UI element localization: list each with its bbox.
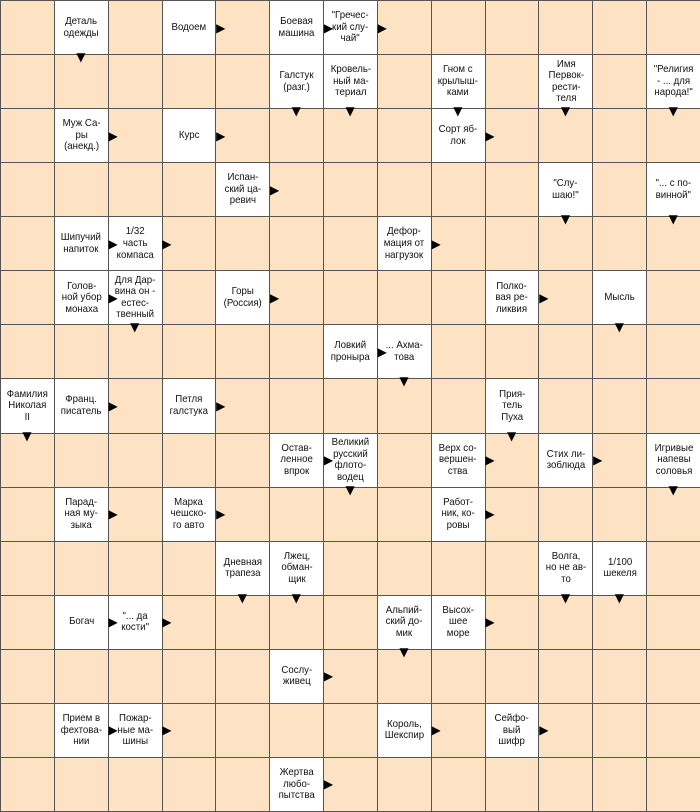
answer-cell[interactable] xyxy=(646,649,700,704)
answer-cell[interactable] xyxy=(592,216,647,271)
answer-cell[interactable] xyxy=(538,649,593,704)
arrow-down-icon: ▼ xyxy=(560,212,571,227)
answer-cell[interactable] xyxy=(54,433,109,488)
answer-cell[interactable] xyxy=(215,433,270,488)
answer-cell[interactable] xyxy=(269,595,324,650)
clue-cell xyxy=(108,270,163,335)
answer-cell[interactable] xyxy=(269,378,324,433)
clue-cell xyxy=(162,0,226,55)
clue-text: Дефор- мация от нагрузок xyxy=(384,225,425,261)
clue-cell xyxy=(377,703,441,758)
arrow-down-icon: ▼ xyxy=(668,104,678,119)
arrow-right-icon: ▶ xyxy=(108,615,118,630)
answer-cell[interactable] xyxy=(377,162,432,217)
arrow-right-icon: ▶ xyxy=(323,777,334,792)
clue-cell xyxy=(54,378,118,433)
answer-cell[interactable] xyxy=(108,541,163,596)
answer-cell[interactable] xyxy=(269,216,324,271)
answer-cell[interactable] xyxy=(269,108,324,163)
arrow-down-icon: ▼ xyxy=(22,428,32,443)
clue-cell xyxy=(54,703,118,758)
answer-cell[interactable] xyxy=(162,433,217,488)
answer-cell[interactable] xyxy=(431,649,486,704)
clue-text: Прия- тель Пуха xyxy=(498,387,526,423)
clue-cell xyxy=(54,108,118,163)
clue-text: "Гречес- кий слу- чай" xyxy=(331,9,369,45)
arrow-right-icon: ▶ xyxy=(593,453,603,468)
answer-cell[interactable] xyxy=(485,433,540,488)
clue-cell xyxy=(377,595,432,659)
arrow-down-icon: ▼ xyxy=(614,320,624,335)
clue-text: Голов- ной убор монаха xyxy=(61,279,102,315)
answer-cell[interactable] xyxy=(0,162,55,217)
clue-cell xyxy=(592,541,647,605)
answer-cell[interactable] xyxy=(215,216,270,271)
answer-cell[interactable] xyxy=(215,649,270,704)
clue-text: 1/100 шекеля xyxy=(603,555,637,580)
clue-cell xyxy=(646,162,700,227)
answer-cell[interactable] xyxy=(431,270,486,325)
answer-cell[interactable] xyxy=(54,649,109,704)
arrow-right-icon: ▶ xyxy=(485,615,495,630)
answer-cell[interactable] xyxy=(108,54,163,109)
answer-cell[interactable] xyxy=(431,324,486,379)
answer-cell[interactable] xyxy=(485,0,540,55)
arrow-right-icon: ▶ xyxy=(323,669,334,684)
answer-cell[interactable] xyxy=(431,757,486,812)
answer-cell[interactable] xyxy=(646,270,700,325)
clue-text: Игривые напевы соловья xyxy=(654,441,693,477)
answer-cell[interactable] xyxy=(323,108,378,163)
clue-cell xyxy=(646,54,700,119)
answer-cell[interactable] xyxy=(269,324,324,379)
answer-cell[interactable] xyxy=(538,0,593,55)
answer-cell[interactable] xyxy=(215,108,270,163)
clue-text: Испан- ский ца- ревич xyxy=(224,171,262,207)
answer-cell[interactable] xyxy=(108,108,163,163)
clue-cell xyxy=(269,433,334,488)
clue-text: Франц. писатель xyxy=(60,393,102,417)
arrow-right-icon: ▶ xyxy=(269,290,280,305)
clue-text: Верх со- вершен- ства xyxy=(439,441,478,477)
answer-cell[interactable] xyxy=(54,162,109,217)
answer-cell[interactable] xyxy=(0,433,55,488)
answer-cell[interactable] xyxy=(538,595,593,650)
clue-text: Работ- ник, ко- ровы xyxy=(441,495,475,531)
arrow-right-icon: ▶ xyxy=(108,128,118,143)
clue-text: Водоем xyxy=(171,20,207,33)
answer-cell[interactable] xyxy=(108,0,163,55)
answer-cell[interactable] xyxy=(538,487,593,542)
answer-cell[interactable] xyxy=(0,541,55,596)
clue-cell xyxy=(269,757,334,812)
answer-cell[interactable] xyxy=(431,541,486,596)
arrow-down-icon: ▼ xyxy=(237,590,248,605)
arrow-right-icon: ▶ xyxy=(377,344,387,359)
clue-text: Муж Са- ры (анекд.) xyxy=(62,117,101,153)
clue-cell xyxy=(215,162,280,217)
answer-cell[interactable] xyxy=(0,54,55,109)
answer-cell[interactable] xyxy=(0,270,55,325)
answer-cell[interactable] xyxy=(162,541,217,596)
arrow-right-icon: ▶ xyxy=(431,723,441,738)
clue-text: Остав- ленное впрок xyxy=(280,441,313,477)
clue-text: "... да кости" xyxy=(121,609,149,634)
answer-cell[interactable] xyxy=(323,703,378,758)
answer-cell[interactable] xyxy=(592,108,647,163)
answer-cell[interactable] xyxy=(54,757,109,812)
answer-cell[interactable] xyxy=(0,108,55,163)
clue-cell xyxy=(269,541,324,605)
answer-cell[interactable] xyxy=(377,541,432,596)
arrow-right-icon: ▶ xyxy=(108,723,118,738)
arrow-right-icon: ▶ xyxy=(269,182,280,197)
clue-cell xyxy=(215,270,280,325)
answer-cell[interactable] xyxy=(431,216,486,271)
arrow-right-icon: ▶ xyxy=(108,290,118,305)
answer-cell[interactable] xyxy=(323,378,378,433)
clue-cell xyxy=(431,54,486,119)
clue-cell xyxy=(431,433,495,488)
answer-cell[interactable] xyxy=(0,703,55,758)
clue-cell xyxy=(54,595,118,650)
clue-cell xyxy=(162,487,226,542)
answer-cell[interactable] xyxy=(592,757,647,812)
answer-cell[interactable] xyxy=(269,703,324,758)
answer-cell[interactable] xyxy=(108,757,163,812)
answer-cell[interactable] xyxy=(646,378,700,433)
clue-cell xyxy=(269,54,324,119)
arrow-right-icon: ▶ xyxy=(108,236,118,251)
arrow-right-icon: ▶ xyxy=(216,20,226,35)
answer-cell[interactable] xyxy=(215,378,270,433)
answer-cell[interactable] xyxy=(108,487,163,542)
answer-cell[interactable] xyxy=(377,378,432,433)
clue-cell xyxy=(538,162,593,227)
arrow-down-icon: ▼ xyxy=(291,104,301,119)
clue-text: "Слу- шаю!" xyxy=(552,177,580,201)
arrow-down-icon: ▼ xyxy=(76,50,86,65)
answer-cell[interactable] xyxy=(0,216,55,271)
answer-cell[interactable] xyxy=(646,216,700,271)
clue-text: Боевая машина xyxy=(278,14,315,39)
answer-cell[interactable] xyxy=(646,108,700,163)
clue-cell xyxy=(431,108,495,163)
answer-cell[interactable] xyxy=(592,595,647,650)
clue-cell xyxy=(323,433,378,497)
answer-cell[interactable] xyxy=(646,487,700,542)
answer-cell[interactable] xyxy=(323,595,378,650)
clue-text: Альпий- ский до- мик xyxy=(385,603,423,640)
arrow-down-icon: ▼ xyxy=(668,482,678,497)
answer-cell[interactable] xyxy=(431,162,486,217)
answer-cell[interactable] xyxy=(592,433,647,488)
answer-cell[interactable] xyxy=(646,324,700,379)
arrow-right-icon: ▶ xyxy=(485,128,495,143)
answer-cell[interactable] xyxy=(162,54,217,109)
answer-cell[interactable] xyxy=(215,324,270,379)
answer-cell[interactable] xyxy=(377,649,432,704)
clue-text: Галстук (разг.) xyxy=(279,69,314,93)
answer-cell[interactable] xyxy=(377,0,432,55)
clue-cell xyxy=(377,216,441,271)
clue-text: Великий русский флото- водец xyxy=(331,435,370,483)
answer-cell[interactable] xyxy=(538,378,593,433)
arrow-down-icon: ▼ xyxy=(399,644,409,659)
arrow-down-icon: ▼ xyxy=(668,212,678,227)
clue-text: Шипучий напиток xyxy=(61,231,102,255)
arrow-right-icon: ▶ xyxy=(323,453,334,468)
arrow-down-icon: ▼ xyxy=(560,104,571,119)
clue-text: Богач xyxy=(68,615,94,628)
arrow-right-icon: ▶ xyxy=(162,615,172,630)
arrow-right-icon: ▶ xyxy=(539,723,549,738)
clue-cell xyxy=(485,270,549,325)
clue-cell xyxy=(54,487,118,542)
clue-cell xyxy=(0,378,55,443)
answer-cell[interactable] xyxy=(215,0,270,55)
arrow-down-icon: ▼ xyxy=(614,590,624,605)
answer-cell[interactable] xyxy=(0,595,55,650)
clue-text: Имя Первок- рести- теля xyxy=(548,57,584,105)
arrow-right-icon: ▶ xyxy=(108,507,118,522)
clue-cell xyxy=(162,378,226,433)
answer-cell[interactable] xyxy=(162,703,217,758)
clue-text: Сорт яб- лок xyxy=(438,123,478,147)
clue-text: Стих ли- зоблюда xyxy=(546,447,586,472)
answer-cell[interactable] xyxy=(538,757,593,812)
answer-cell[interactable] xyxy=(323,649,378,704)
answer-cell[interactable] xyxy=(485,595,540,650)
answer-cell[interactable] xyxy=(215,487,270,542)
answer-cell[interactable] xyxy=(646,595,700,650)
clue-cell xyxy=(108,703,172,758)
answer-cell[interactable] xyxy=(162,649,217,704)
clue-cell xyxy=(538,541,593,605)
answer-cell[interactable] xyxy=(646,0,700,55)
arrow-down-icon: ▼ xyxy=(345,482,355,497)
clue-text: Король, Шекспир xyxy=(384,717,425,742)
answer-cell[interactable] xyxy=(592,378,647,433)
arrow-down-icon: ▼ xyxy=(291,590,301,605)
arrow-right-icon: ▶ xyxy=(216,507,226,522)
clue-text: Марка чешско- го авто xyxy=(170,495,207,531)
answer-cell[interactable] xyxy=(485,162,540,217)
answer-cell[interactable] xyxy=(538,216,593,271)
answer-cell[interactable] xyxy=(592,324,647,379)
answer-cell[interactable] xyxy=(162,324,217,379)
clue-text: Деталь одежды xyxy=(63,14,99,39)
answer-cell[interactable] xyxy=(162,216,217,271)
clue-cell xyxy=(54,0,109,65)
arrow-right-icon: ▶ xyxy=(323,20,334,35)
answer-cell[interactable] xyxy=(377,487,432,542)
arrow-right-icon: ▶ xyxy=(162,723,172,738)
answer-cell[interactable] xyxy=(592,649,647,704)
answer-cell[interactable] xyxy=(108,649,163,704)
clue-text: Петля галстука xyxy=(169,393,209,417)
answer-cell[interactable] xyxy=(323,162,378,217)
answer-cell[interactable] xyxy=(108,433,163,488)
arrow-right-icon: ▶ xyxy=(216,128,226,143)
clue-cell xyxy=(485,378,540,443)
answer-cell[interactable] xyxy=(215,54,270,109)
clue-text: Волга, но не ав- то xyxy=(545,549,587,585)
arrow-right-icon: ▶ xyxy=(485,507,495,522)
clue-text: Для Дар- вина он - естес- твенный xyxy=(114,273,156,321)
answer-cell[interactable] xyxy=(592,54,647,109)
answer-cell[interactable] xyxy=(54,324,109,379)
arrow-right-icon: ▶ xyxy=(485,453,495,468)
answer-cell[interactable] xyxy=(485,487,540,542)
arrow-down-icon: ▼ xyxy=(560,590,571,605)
answer-cell[interactable] xyxy=(323,216,378,271)
clue-cell xyxy=(54,270,118,325)
clue-cell xyxy=(323,0,387,55)
answer-cell[interactable] xyxy=(538,703,593,758)
answer-cell[interactable] xyxy=(592,487,647,542)
answer-cell[interactable] xyxy=(269,270,324,325)
answer-cell[interactable] xyxy=(377,108,432,163)
clue-text: Полко- вая ре- ликвия xyxy=(495,279,529,315)
clue-text: Сейфо- вый шифр xyxy=(494,712,530,748)
arrow-right-icon: ▶ xyxy=(431,236,441,251)
clue-text: Дневная трапеза xyxy=(223,555,262,580)
clue-cell xyxy=(108,595,172,650)
answer-cell[interactable] xyxy=(108,378,163,433)
answer-cell[interactable] xyxy=(215,595,270,650)
clue-cell xyxy=(538,433,603,488)
arrow-down-icon: ▼ xyxy=(507,428,517,443)
answer-cell[interactable] xyxy=(592,0,647,55)
clue-cell xyxy=(592,270,647,335)
clue-text: Парад- ная му- зыка xyxy=(64,495,98,531)
answer-cell[interactable] xyxy=(377,757,432,812)
arrow-right-icon: ▶ xyxy=(108,398,118,413)
answer-cell[interactable] xyxy=(323,757,378,812)
arrow-down-icon: ▼ xyxy=(453,104,463,119)
answer-cell[interactable] xyxy=(215,757,270,812)
answer-cell[interactable] xyxy=(0,757,55,812)
answer-cell[interactable] xyxy=(485,324,540,379)
arrow-right-icon: ▶ xyxy=(539,290,549,305)
clue-text: Гном с крылыш- ками xyxy=(438,63,479,99)
answer-cell[interactable] xyxy=(592,162,647,217)
arrow-down-icon: ▼ xyxy=(130,320,140,335)
answer-cell[interactable] xyxy=(269,487,324,542)
clue-text: Горы (Россия) xyxy=(223,285,262,309)
answer-cell[interactable] xyxy=(162,757,217,812)
answer-cell[interactable] xyxy=(485,757,540,812)
answer-cell[interactable] xyxy=(162,270,217,325)
clue-text: Пожар- ные ма- шины xyxy=(117,712,153,748)
answer-cell[interactable] xyxy=(0,0,55,55)
clue-cell xyxy=(646,433,700,497)
answer-cell[interactable] xyxy=(431,378,486,433)
answer-cell[interactable] xyxy=(646,703,700,758)
clue-text: Фамилия Николая II xyxy=(6,387,48,423)
clue-text: Курс xyxy=(178,128,200,141)
answer-cell[interactable] xyxy=(485,108,540,163)
answer-cell[interactable] xyxy=(592,703,647,758)
clue-text: "... с по- винной" xyxy=(655,177,692,201)
answer-cell[interactable] xyxy=(162,162,217,217)
answer-cell[interactable] xyxy=(485,54,540,109)
clue-cell xyxy=(269,0,334,55)
clue-text: "Религия - ... для народа!" xyxy=(653,63,694,99)
answer-cell[interactable] xyxy=(215,703,270,758)
answer-cell[interactable] xyxy=(538,108,593,163)
answer-cell[interactable] xyxy=(323,541,378,596)
clue-cell xyxy=(431,487,495,542)
answer-cell[interactable] xyxy=(269,162,324,217)
answer-cell[interactable] xyxy=(485,541,540,596)
arrow-right-icon: ▶ xyxy=(162,236,172,251)
answer-cell[interactable] xyxy=(54,541,109,596)
clue-cell xyxy=(269,649,334,704)
clue-text: Ловкий проныра xyxy=(330,339,370,363)
arrow-down-icon: ▼ xyxy=(345,104,355,119)
answer-cell[interactable] xyxy=(323,270,378,325)
answer-cell[interactable] xyxy=(323,487,378,542)
answer-cell[interactable] xyxy=(0,649,55,704)
clue-cell xyxy=(323,324,387,379)
clue-cell xyxy=(323,54,378,119)
clue-text: Лжец, обман- щик xyxy=(281,549,313,585)
answer-cell[interactable] xyxy=(108,162,163,217)
answer-cell[interactable] xyxy=(0,324,55,379)
clue-text: Кровель- ный ма- териал xyxy=(330,63,371,99)
clue-text: ... Ахма- това xyxy=(385,339,423,363)
clue-cell xyxy=(538,54,593,119)
answer-cell[interactable] xyxy=(646,541,700,596)
clue-text: Мысль xyxy=(604,291,635,304)
answer-cell[interactable] xyxy=(485,216,540,271)
answer-cell[interactable] xyxy=(0,487,55,542)
clue-text: Жертва любо- пытства xyxy=(278,766,315,802)
clue-text: Высох- шее море xyxy=(442,603,474,640)
answer-cell[interactable] xyxy=(431,703,486,758)
answer-cell[interactable] xyxy=(646,757,700,812)
answer-cell[interactable] xyxy=(108,324,163,379)
answer-cell[interactable] xyxy=(54,54,109,109)
answer-cell[interactable] xyxy=(538,324,593,379)
arrow-down-icon: ▼ xyxy=(399,374,409,389)
clue-text: Сослу- живец xyxy=(281,663,313,688)
clue-cell xyxy=(54,216,118,271)
clue-cell xyxy=(377,324,432,389)
answer-cell[interactable] xyxy=(485,649,540,704)
arrow-right-icon: ▶ xyxy=(377,20,387,35)
answer-cell[interactable] xyxy=(162,595,217,650)
answer-cell[interactable] xyxy=(377,270,432,325)
answer-cell[interactable] xyxy=(431,0,486,55)
clue-cell xyxy=(485,703,549,758)
clue-cell xyxy=(431,595,495,650)
clue-text: Прием в фехтова- нии xyxy=(60,712,102,748)
arrow-right-icon: ▶ xyxy=(216,398,226,413)
clue-cell xyxy=(162,108,226,163)
clue-cell xyxy=(215,541,270,605)
answer-cell[interactable] xyxy=(377,54,432,109)
answer-cell[interactable] xyxy=(377,433,432,488)
clue-cell xyxy=(108,216,172,271)
clue-text: 1/32 часть компаса xyxy=(116,225,154,261)
answer-cell[interactable] xyxy=(538,270,593,325)
